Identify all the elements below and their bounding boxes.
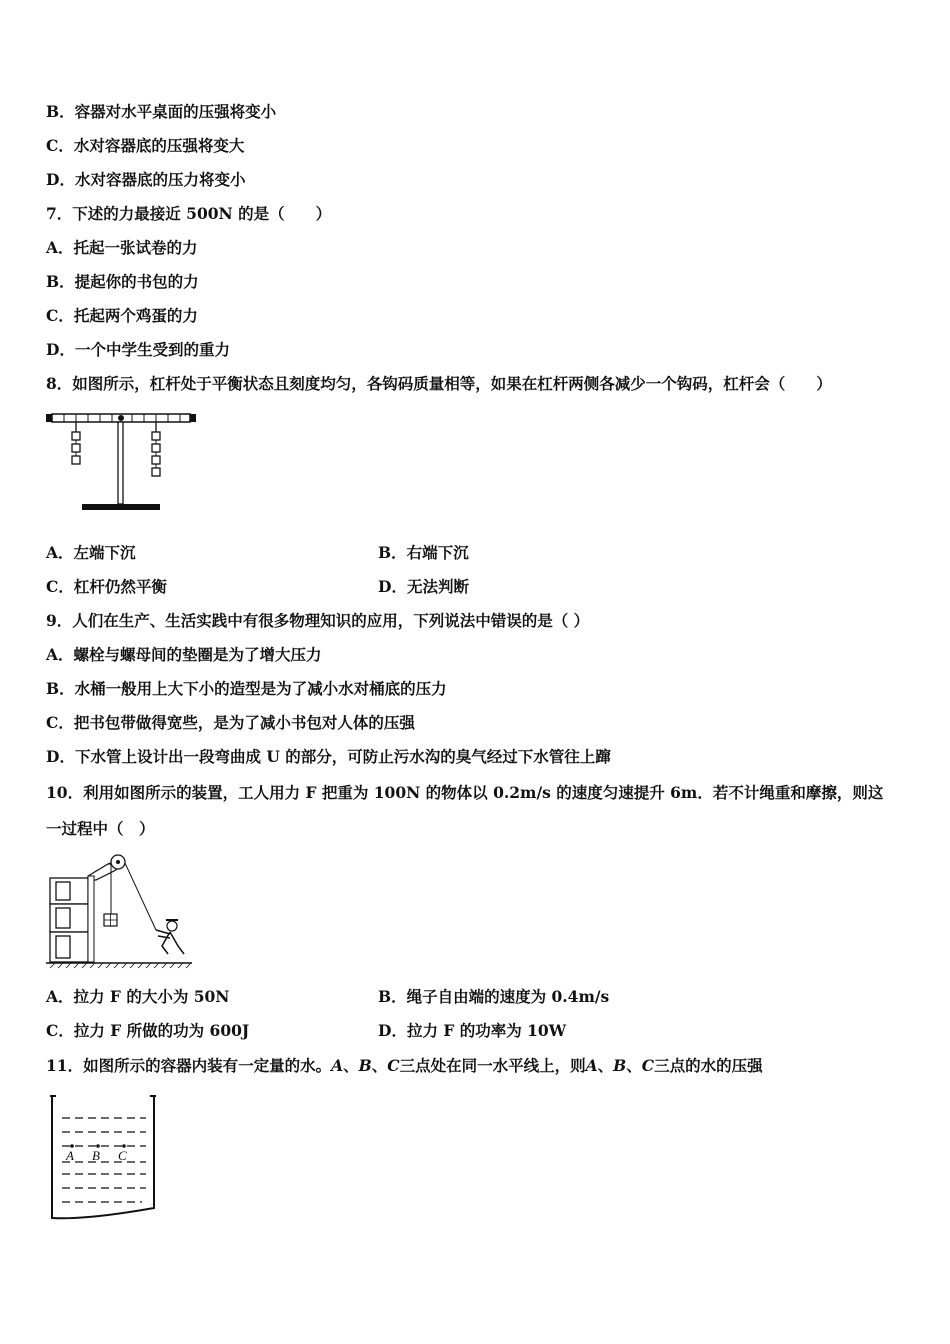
- q7-stem: 7．下述的力最接近 500N 的是（ ）: [46, 204, 332, 223]
- point-a-label: A: [66, 1148, 74, 1163]
- q8-option-d: D．无法判断: [378, 577, 469, 596]
- q8-option-a: A．左端下沉: [46, 543, 136, 562]
- q10-option-b: B．绳子自由端的速度为 0.4m/s: [378, 987, 610, 1006]
- q6-option-d: D．水对容器底的压力将变小: [46, 170, 246, 189]
- q7-option-a: A．托起一张试卷的力: [46, 238, 198, 257]
- q9-option-d: D．下水管上设计出一段弯曲成 U 的部分，可防止污水沟的臭气经过下水管往上蹿: [46, 747, 611, 766]
- q9-option-c: C．把书包带做得宽些，是为了减小书包对人体的压强: [46, 713, 415, 732]
- q8-stem: 8．如图所示，杠杆处于平衡状态且刻度均匀，各钩码质量相等，如果在杠杆两侧各减少一个钩码，杠杆会（ ）: [46, 374, 832, 393]
- q10-option-a: A．拉力 F 的大小为 50N: [46, 987, 230, 1006]
- q8-option-b: B．右端下沉: [378, 543, 469, 562]
- q10-stem-line2: 一过程中（ ）: [46, 819, 155, 838]
- pulley-figure: [46, 850, 196, 970]
- container-figure: [46, 1092, 162, 1224]
- q9-option-b: B．水桶一般用上大下小的造型是为了减小水对桶底的压力: [46, 679, 447, 698]
- q9-option-a: A．螺栓与螺母间的垫圈是为了增大压力: [46, 645, 322, 664]
- point-b-label: B: [92, 1148, 100, 1163]
- q10-option-d: D．拉力 F 的功率为 10W: [378, 1021, 567, 1040]
- point-c-label: C: [118, 1148, 127, 1163]
- q10-stem-line1: 10．利用如图所示的装置，工人用力 F 把重为 100N 的物体以 0.2m/s 的速度匀速提升 6m．若不计绳重和摩擦，则这: [46, 783, 884, 802]
- q7-option-d: D．一个中学生受到的重力: [46, 340, 230, 359]
- q6-option-c: C．水对容器底的压强将变大: [46, 136, 245, 155]
- q9-stem: 9．人们在生产、生活实践中有很多物理知识的应用，下列说法中错误的是（ ）: [46, 611, 590, 630]
- q7-option-c: C．托起两个鸡蛋的力: [46, 306, 198, 325]
- q7-option-b: B．提起你的书包的力: [46, 272, 199, 291]
- q11-stem: 11．如图所示的容器内装有一定量的水。A、B、C三点处在同一水平线上，则A、B、C三点的水的压强: [46, 1056, 763, 1075]
- q8-option-c: C．杠杆仍然平衡: [46, 577, 167, 596]
- lever-figure: [46, 408, 196, 518]
- q6-option-b: B．容器对水平桌面的压强将变小: [46, 102, 277, 121]
- q10-option-c: C．拉力 F 所做的功为 600J: [46, 1021, 250, 1040]
